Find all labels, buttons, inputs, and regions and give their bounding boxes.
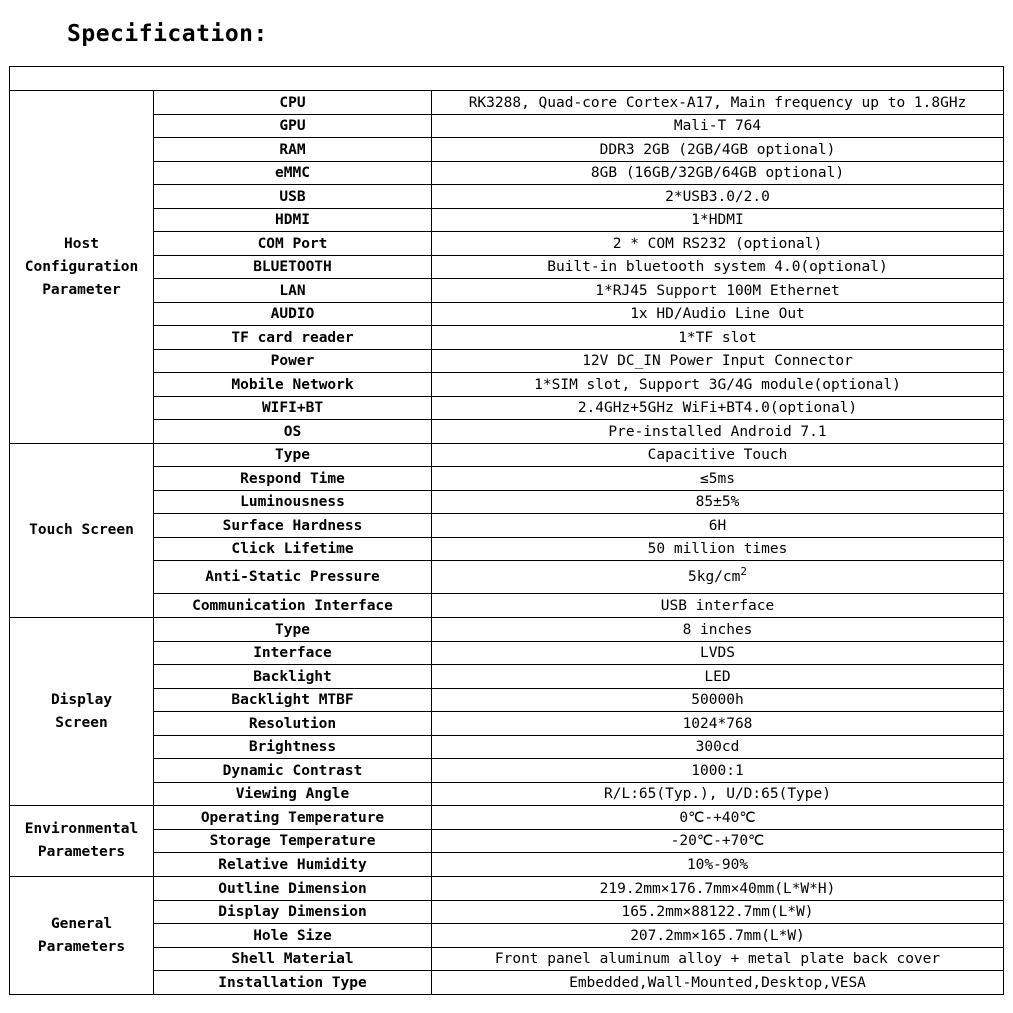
parameter-value-cell — [432, 303, 1004, 326]
parameter-name-cell: OS — [154, 420, 432, 444]
parameter-name-cell: Interface — [154, 642, 432, 665]
parameter-value: 300cd — [695, 739, 740, 755]
parameter-value: 1*SIM slot, Support 3G/4G module(optional) — [534, 376, 901, 393]
table-row — [10, 350, 1004, 373]
parameter-name-cell: Resolution — [154, 712, 432, 736]
parameter-name-cell: Anti-Static Pressure — [154, 561, 432, 594]
table-row — [10, 397, 1004, 420]
group-name-line: Touch Screen — [29, 522, 134, 538]
parameter-value: 219.2mm×176.7mm×40mm(L*W*H) — [599, 880, 836, 897]
group-name-cell — [10, 91, 154, 444]
parameter-value: RK3288, Quad-core Cortex-A17, Main frequency up to 1.8GHz — [468, 94, 967, 111]
group-name-cell — [10, 444, 154, 618]
parameter-value-cell — [432, 514, 1004, 538]
parameter-value-cell — [432, 373, 1004, 397]
parameter-name-cell: LAN — [154, 279, 432, 303]
parameter-value: 6H — [708, 517, 727, 534]
parameter-value-cell — [432, 538, 1004, 561]
table-row — [10, 444, 1004, 467]
parameter-value: 207.2mm×165.7mm(L*W) — [630, 927, 805, 944]
table-row — [10, 303, 1004, 326]
parameter-value-cell — [432, 185, 1004, 209]
parameter-name-cell: USB — [154, 185, 432, 209]
parameter-value-cell — [432, 561, 1004, 594]
table-row — [10, 162, 1004, 185]
page-title: Specification: — [67, 21, 268, 47]
parameter-value-cell — [432, 162, 1004, 185]
parameter-value: 12V DC_IN Power Input Connector — [582, 353, 853, 369]
table-row — [10, 326, 1004, 350]
parameter-value: 0℃-+40℃ — [679, 809, 756, 826]
group-name-line: Display — [50, 691, 113, 708]
parameter-name-cell: Dynamic Contrast — [154, 759, 432, 783]
parameter-name-cell: Brightness — [154, 736, 432, 759]
parameter-name-cell: Surface Hardness — [154, 514, 432, 538]
parameter-name-cell: Type — [154, 618, 432, 642]
parameter-value: 1*RJ45 Support 100M Ethernet — [595, 282, 840, 299]
group-name-line: Parameter — [42, 281, 121, 298]
table-row — [10, 256, 1004, 279]
table-row — [10, 665, 1004, 689]
specification-table — [9, 66, 1004, 995]
parameter-name-cell: Power — [154, 350, 432, 373]
table-row — [10, 877, 1004, 901]
parameter-value-cell — [432, 138, 1004, 162]
parameter-name-cell: Installation Type — [154, 971, 432, 995]
parameter-name-cell: Respond Time — [154, 467, 432, 491]
table-row — [10, 138, 1004, 162]
table-header-cell — [10, 67, 1004, 91]
parameter-value-cell — [432, 618, 1004, 642]
parameter-value-cell — [432, 736, 1004, 759]
parameter-name-cell: eMMC — [154, 162, 432, 185]
parameter-name-cell: Backlight MTBF — [154, 689, 432, 712]
parameter-name-cell: HDMI — [154, 209, 432, 232]
table-row — [10, 538, 1004, 561]
parameter-name-cell: TF card reader — [154, 326, 432, 350]
parameter-name-cell: Display Dimension — [154, 901, 432, 924]
parameter-name-cell: Viewing Angle — [154, 783, 432, 806]
group-name-line: Parameters — [37, 938, 126, 955]
parameter-value: 50000h — [691, 692, 744, 708]
parameter-value: Mali-T 764 — [673, 118, 762, 134]
parameter-name-cell: Shell Material — [154, 948, 432, 971]
parameter-value: 2*USB3.0/2.0 — [665, 188, 770, 205]
parameter-value: 165.2mm×88122.7mm(L*W) — [621, 904, 814, 920]
parameter-name-cell: Click Lifetime — [154, 538, 432, 561]
group-name-line: General — [50, 915, 113, 932]
parameter-value: LED — [704, 668, 731, 685]
parameter-value: LVDS — [700, 645, 735, 661]
parameter-name-cell: RAM — [154, 138, 432, 162]
parameter-name-cell: Relative Humidity — [154, 853, 432, 877]
table-row — [10, 618, 1004, 642]
parameter-value: 1000:1 — [691, 762, 744, 779]
parameter-value-cell — [432, 830, 1004, 853]
table-header-row — [10, 67, 1004, 91]
parameter-name-cell: CPU — [154, 91, 432, 115]
group-name-cell — [10, 806, 154, 877]
parameter-value: 2.4GHz+5GHz WiFi+BT4.0(optional) — [577, 400, 858, 416]
table-row — [10, 561, 1004, 594]
parameter-name-cell: Type — [154, 444, 432, 467]
parameter-value: -20℃-+70℃ — [670, 833, 765, 849]
table-row — [10, 689, 1004, 712]
parameter-value: Built-in bluetooth system 4.0(optional) — [547, 259, 888, 275]
parameter-value: R/L:65(Typ.), U/D:65(Type) — [604, 786, 831, 802]
table-row — [10, 185, 1004, 209]
parameter-name-cell: Operating Temperature — [154, 806, 432, 830]
parameter-name-cell: Backlight — [154, 665, 432, 689]
parameter-value-cell — [432, 444, 1004, 467]
parameter-name-cell: Outline Dimension — [154, 877, 432, 901]
parameter-value: 1024*768 — [682, 715, 753, 732]
parameter-value-cell — [432, 420, 1004, 444]
parameter-value-cell — [432, 642, 1004, 665]
parameter-name-cell: BLUETOOTH — [154, 256, 432, 279]
group-name-cell — [10, 877, 154, 995]
parameter-value-cell — [432, 806, 1004, 830]
table-row — [10, 971, 1004, 995]
parameter-value: 5kg/cm — [687, 569, 741, 585]
table-row — [10, 830, 1004, 853]
parameter-value-cell — [432, 759, 1004, 783]
parameter-value: 2 * COM RS232 (optional) — [612, 235, 823, 252]
parameter-value-cell — [432, 467, 1004, 491]
parameter-value-cell — [432, 256, 1004, 279]
parameter-value-cell — [432, 491, 1004, 514]
parameter-value-cell — [432, 91, 1004, 115]
parameter-value-cell — [432, 971, 1004, 995]
group-name-line: Parameters — [37, 844, 126, 860]
table-row — [10, 901, 1004, 924]
parameter-value-cell — [432, 665, 1004, 689]
parameter-value: Front panel aluminum alloy + metal plate back cover — [494, 951, 941, 967]
parameter-value: DDR3 2GB (2GB/4GB optional) — [599, 141, 836, 158]
parameter-value: 85±5% — [695, 494, 740, 510]
parameter-value-cell — [432, 350, 1004, 373]
parameter-value-cell — [432, 901, 1004, 924]
table-row — [10, 712, 1004, 736]
parameter-name-cell: Communication Interface — [154, 594, 432, 618]
parameter-name-cell: GPU — [154, 115, 432, 138]
parameter-value: 1*HDMI — [691, 212, 744, 228]
table-row — [10, 736, 1004, 759]
parameter-value-cell — [432, 397, 1004, 420]
parameter-value: Capacitive Touch — [647, 447, 788, 463]
table-row — [10, 806, 1004, 830]
table-row — [10, 514, 1004, 538]
parameter-value-cell — [432, 209, 1004, 232]
table-row — [10, 924, 1004, 948]
table-row — [10, 279, 1004, 303]
table-row — [10, 420, 1004, 444]
specification-table-body — [10, 67, 1004, 995]
group-name-line: Environmental — [24, 821, 139, 837]
parameter-value-cell — [432, 279, 1004, 303]
table-row — [10, 491, 1004, 514]
group-name-line: Configuration — [24, 258, 139, 275]
parameter-value-cell — [432, 853, 1004, 877]
table-row — [10, 467, 1004, 491]
table-row — [10, 853, 1004, 877]
parameter-value: 1x HD/Audio Line Out — [630, 306, 805, 322]
parameter-value: Embedded,Wall-Mounted,Desktop,VESA — [569, 974, 866, 991]
table-row — [10, 948, 1004, 971]
parameter-value-cell — [432, 948, 1004, 971]
parameter-value: 1*TF slot — [678, 329, 757, 346]
parameter-value: ≤5ms — [700, 470, 735, 487]
parameter-name-cell: AUDIO — [154, 303, 432, 326]
parameter-name-cell: Mobile Network — [154, 373, 432, 397]
group-name-line: Host — [64, 235, 99, 252]
parameter-value-cell — [432, 326, 1004, 350]
table-row — [10, 759, 1004, 783]
parameter-name-cell: WIFI+BT — [154, 397, 432, 420]
table-row — [10, 115, 1004, 138]
parameter-value-cell — [432, 115, 1004, 138]
parameter-value: USB interface — [660, 597, 775, 614]
parameter-name-cell: COM Port — [154, 232, 432, 256]
parameter-value-cell — [432, 783, 1004, 806]
table-row — [10, 232, 1004, 256]
parameter-name-cell: Luminousness — [154, 491, 432, 514]
parameter-name-cell: Hole Size — [154, 924, 432, 948]
group-name-line: Screen — [55, 714, 108, 731]
table-row — [10, 642, 1004, 665]
parameter-value-cell — [432, 877, 1004, 901]
parameter-value: 10%-90% — [686, 856, 749, 873]
parameter-value-cell — [432, 924, 1004, 948]
parameter-value: Pre-installed Android 7.1 — [608, 423, 827, 440]
parameter-value: 8 inches — [682, 621, 753, 638]
parameter-value-cell — [432, 689, 1004, 712]
table-row — [10, 209, 1004, 232]
value-superscript: 2 — [740, 565, 747, 579]
table-row — [10, 373, 1004, 397]
group-name-cell — [10, 618, 154, 806]
table-row — [10, 783, 1004, 806]
parameter-value-cell — [432, 594, 1004, 618]
parameter-value: 8GB (16GB/32GB/64GB optional) — [590, 165, 845, 181]
parameter-value-cell — [432, 232, 1004, 256]
parameter-name-cell: Storage Temperature — [154, 830, 432, 853]
parameter-value-cell — [432, 712, 1004, 736]
parameter-value: 50 million times — [647, 541, 788, 557]
table-row — [10, 594, 1004, 618]
table-row — [10, 91, 1004, 115]
